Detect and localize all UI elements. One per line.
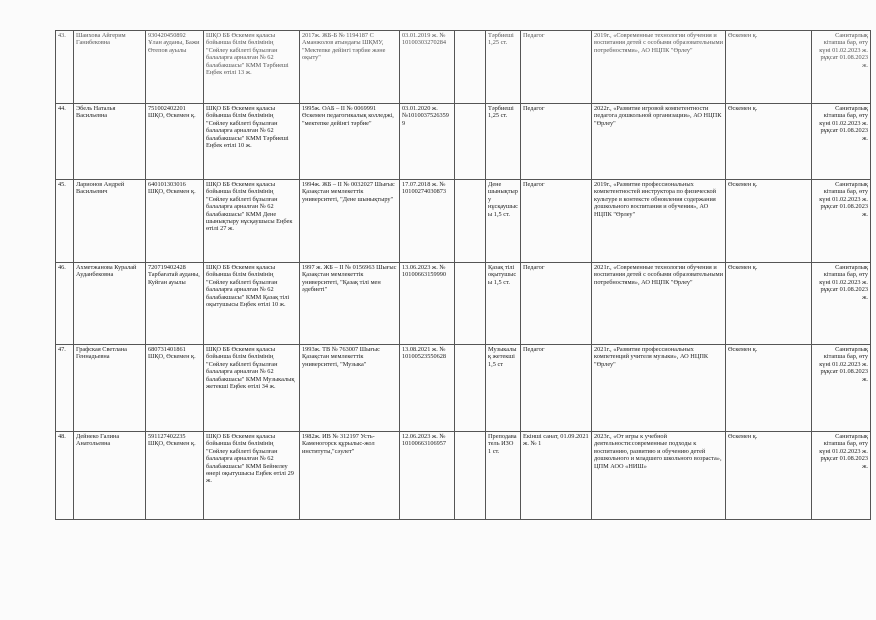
medical-book: Санитарлық кітапша бар, өту күні 01.02.2023 ж. рұқсат 01.08.2023 ж. (812, 263, 871, 345)
row-number: 46. (56, 263, 74, 345)
training-course: 2021г., «Развитие профессиональных компетенций учителя музыки», АО НЦПК "Өрлеу" (592, 345, 726, 432)
iin-and-birthplace: 640101303016 ШҚО, Өскемен қ. (146, 180, 204, 263)
table-row (56, 180, 871, 263)
category: Педагог (521, 31, 592, 104)
education-diploma: 2017ж. ЖБ-Б № 1194187 С Аманжолов атындағы ШҚМУ, "Мектепке дейінгі тәрбие және оқыту" (300, 31, 400, 104)
category: Педагог (521, 104, 592, 180)
medical-book: Санитарлық кітапша бар, өту күні 01.02.2023 ж. рұқсат 01.08.2023 ж. (812, 180, 871, 263)
table-row (56, 263, 871, 345)
category: Екінші санат, 01.09.2021 ж. № 1 (521, 432, 592, 520)
blank-cell (455, 432, 486, 520)
position-rate: Тәрбиеші 1,25 ст. (486, 31, 521, 104)
employee-name: Дейнеко Галина Анатольевна (74, 432, 146, 520)
education-diploma: 1982ж. ИВ № 312197 Усть-Каменогорск құрылыс-жол институты,"сәулет" (300, 432, 400, 520)
workplace-position: ШҚО ББ Өскемен қаласы бойынша білім бөлімінің "Сөйлеу кабілеті бұзылған балаларға арналған № 62 балабакшасы" КММ Музыкалық жетекші Еңбек өтілі 34 ж. (204, 345, 300, 432)
blank-cell (455, 180, 486, 263)
education-diploma: 1997 ж. ЖБ – II № 0156963 Шығыс Қазақстан мемлекеттік университеті, "Қазақ тілі мен әдебиеті" (300, 263, 400, 345)
iin-and-birthplace: 720719402428 Тарбағатай ауданы, Куйган ауылы (146, 263, 204, 345)
city: Өскемен қ. (726, 345, 812, 432)
training-course: 2019г., «Развитие профессиональных компетентностей инструктора по физической культуре в контексте обновления содержания дошкольного воспитания и обучения», АО НЦПК "Өрлеу" (592, 180, 726, 263)
training-course: 2021г., «Современные технологии обучения и воспитания детей с особыми образовательными потребностями», АО НЦПК "Өрлеу" (592, 263, 726, 345)
education-diploma: 1995ж. ОАБ – II № 0069991 Өскемен педагогикалық колледжі, "мектепке дейінгі тәрбие" (300, 104, 400, 180)
position-rate: Музыкалық жетекші 1,5 ст (486, 345, 521, 432)
staff-table (55, 30, 871, 520)
certificate: 03.01.2019 ж. № 10100303270284 (400, 31, 455, 104)
row-number: 45. (56, 180, 74, 263)
blank-cell (455, 31, 486, 104)
city: Өскемен қ. (726, 263, 812, 345)
category: Педагог (521, 263, 592, 345)
training-course: 2023г., «От игры к учебной деятельности:современные подходы к воспитанию, развитию и обучению детей дошкольного и младшего школьного возраста», ЦПМ АОО «НИШ» (592, 432, 726, 520)
city: Өскемен қ. (726, 180, 812, 263)
city: Өскемен қ. (726, 104, 812, 180)
employee-name: Ахметжанова Куралай Ауданбековна (74, 263, 146, 345)
certificate: 12.06.2023 ж. № 10100663106957 (400, 432, 455, 520)
iin-and-birthplace: 591127402235 ШҚО, Өскемен қ. (146, 432, 204, 520)
row-number: 43. (56, 31, 74, 104)
certificate: 13.06.2023 ж. № 10100663159990 (400, 263, 455, 345)
position-rate: Қазақ тілі оқытушысы 1,5 ст. (486, 263, 521, 345)
iin-and-birthplace: 930420450892 Ұлан ауданы, Бажи Өтепов ауылы (146, 31, 204, 104)
category: Педагог (521, 345, 592, 432)
table-row (56, 31, 871, 104)
medical-book: Санитарлық кітапша бар, өту күні 01.02.2023 ж. рұқсат 01.08.2023 ж. (812, 31, 871, 104)
training-course: 2019г., «Современные технологии обучения и воспитания детей с особыми образовательными потребностями», АО НЦПК "Өрлеу" (592, 31, 726, 104)
medical-book: Санитарлық кітапша бар, өту күні 01.02.2023 ж. рұқсат 01.08.2023 ж. (812, 345, 871, 432)
medical-book: Санитарлық кітапша бар, өту күні 01.02.2023 ж. рұқсат 01.08.2023 ж. (812, 104, 871, 180)
row-number: 44. (56, 104, 74, 180)
education-diploma: 1993ж. ТВ № 763007 Шығыс Қазақстан мемлекеттік университеті, "Музыка" (300, 345, 400, 432)
training-course: 2022г., «Развитие игровой компетентности педагога дошкольной организации», АО НЦПК "Өрлеу" (592, 104, 726, 180)
position-rate: Дене шынықтыру нұсқаушысы 1,5 ст. (486, 180, 521, 263)
employee-name: Графская Светлана Геннадьевна (74, 345, 146, 432)
workplace-position: ШҚО ББ Өскемен қаласы бойынша білім бөлімінің "Сөйлеу кабілеті бұзылған балаларға арналған № 62 балабакшасы" КММ Тәрбиеші Еңбек өтілі 13 ж. (204, 31, 300, 104)
row-number: 47. (56, 345, 74, 432)
position-rate: Тәрбиеші 1,25 ст. (486, 104, 521, 180)
employee-name: Ларионов Андрей Васильевич (74, 180, 146, 263)
category: Педагог (521, 180, 592, 263)
position-rate: Преподаватель ИЗО 1 ст. (486, 432, 521, 520)
workplace-position: ШҚО ББ Өскемен қаласы бойынша білім бөлімінің "Сөйлеу кабілеті бұзылған балаларға арналған № 62 балабакшасы" КММ Дене шынықтыру нұсқаушысы Еңбек өтілі 27 ж. (204, 180, 300, 263)
city: Өскемен қ. (726, 31, 812, 104)
education-diploma: 1994ж. ЖБ – II № 0032027 Шығыс Қазақстан мемлекеттік университеті, "Дене шынықтыру" (300, 180, 400, 263)
blank-cell (455, 263, 486, 345)
employee-name: Эбель Наталья Васильевна (74, 104, 146, 180)
table-row (56, 432, 871, 520)
certificate: 17.07.2018 ж. № 10100274030873 (400, 180, 455, 263)
workplace-position: ШҚО ББ Өскемен қаласы бойынша білім бөлімінің "Сөйлеу кабілеті бұзылған балаларға арналған № 62 балабакшасы" КММ Тәрбиеші Еңбек өтілі 10 ж. (204, 104, 300, 180)
city: Өскемен қ. (726, 432, 812, 520)
row-number: 48. (56, 432, 74, 520)
employee-name: Шаихова Айгерим Ганибековна (74, 31, 146, 104)
medical-book: Санитарлық кітапша бар, өту күні 01.02.2023 ж. рұқсат 01.08.2023 ж. (812, 432, 871, 520)
workplace-position: ШҚО ББ Өскемен қаласы бойынша білім бөлімінің "Сөйлеу кабілеті бұзылған балаларға арналған № 62 балабакшасы" КММ Бейнелеу өнері оқытушысы Еңбек өтілі 29 ж. (204, 432, 300, 520)
certificate: 13.08.2021 ж. № 10100523550628 (400, 345, 455, 432)
table-row (56, 104, 871, 180)
certificate: 03.01.2020 ж. №10100375263599 (400, 104, 455, 180)
blank-cell (455, 345, 486, 432)
blank-cell (455, 104, 486, 180)
workplace-position: ШҚО ББ Өскемен қаласы бойынша білім бөлімінің "Сөйлеу кабілеті бұзылған балаларға арналған № 62 балабакшасы" КММ Қазақ тілі оқытушысы Еңбек өтілі 10 ж. (204, 263, 300, 345)
iin-and-birthplace: 680731401861 ШҚО, Өскемен қ. (146, 345, 204, 432)
iin-and-birthplace: 751002402201 ШҚО, Өскемен қ. (146, 104, 204, 180)
table-row (56, 345, 871, 432)
